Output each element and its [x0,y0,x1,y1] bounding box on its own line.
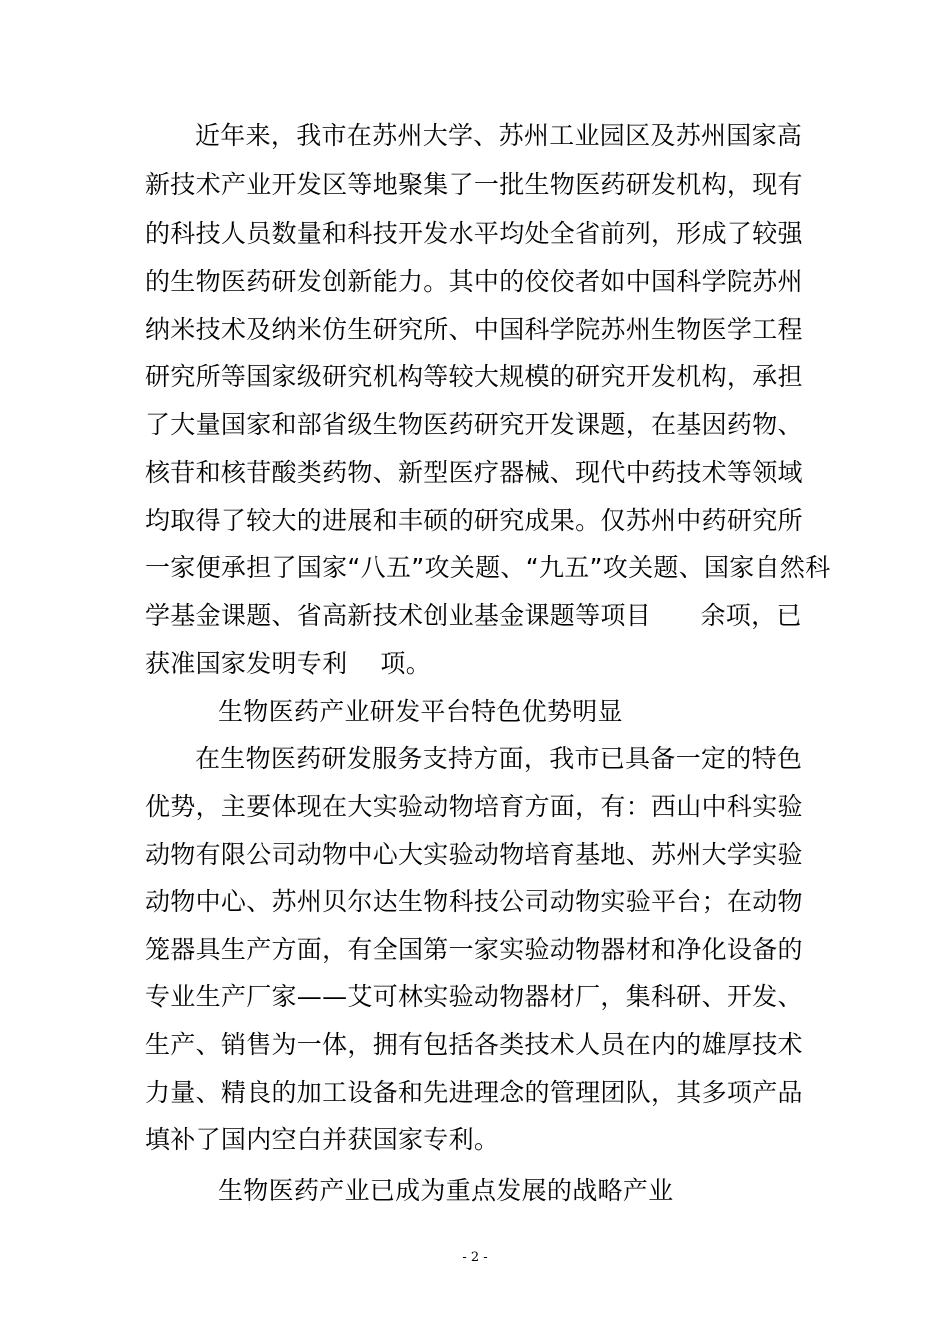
paragraph-line: 力量、精良的加工设备和先进理念的管理团队，其多项产品 [145,1078,803,1107]
paragraph-line: 优势，主要体现在大实验动物培育方面，有：西山中科实验 [145,792,803,821]
page-number: - 2 - [462,1250,488,1265]
paragraph-line: 均取得了较大的进展和丰硕的研究成果。仅苏州中药研究所 [145,506,803,535]
paragraph-line: 动物中心、苏州贝尔达生物科技公司动物实验平台；在动物 [145,887,803,916]
paragraph-line: 在生物医药研发服务支持方面，我市已具备一定的特色 [195,744,803,773]
paragraph-line: 专业生产厂家——艾可林实验动物器材厂，集科研、开发、 [145,982,803,1011]
paragraph-line: 了大量国家和部省级生物医药研究开发课题，在基因药物、 [145,410,803,439]
section-heading: 生物医药产业研发平台特色优势明显 [218,697,623,726]
section-heading: 生物医药产业已成为重点发展的战略产业 [218,1176,674,1205]
paragraph-line: 的科技人员数量和科技开发水平均处全省前列，形成了较强 [145,219,803,248]
paragraph-line: 动物有限公司动物中心大实验动物培育基地、苏州大学实验 [145,840,803,869]
paragraph-line: 生产、销售为一体，拥有包括各类技术人员在内的雄厚技术 [145,1030,803,1059]
paragraph-line: 新技术产业开发区等地聚集了一批生物医药研发机构，现有 [145,170,803,199]
paragraph-line: 一家便承担了国家“八五”攻关题、“九五”攻关题、国家自然科 [145,553,831,582]
paragraph-line: 近年来，我市在苏州大学、苏州工业园区及苏州国家高 [195,121,803,150]
paragraph-line: 研究所等国家级研究机构等较大规模的研究开发机构，承担 [145,362,803,391]
paragraph-line: 填补了国内空白并获国家专利。 [145,1125,500,1154]
paragraph-line: 笼器具生产方面，有全国第一家实验动物器材和净化设备的 [145,935,803,964]
paragraph-line: 核苷和核苷酸类药物、新型医疗器械、现代中药技术等领域 [145,458,803,487]
paragraph-line: 纳米技术及纳米仿生研究所、中国科学院苏州生物医学工程 [145,315,803,344]
paragraph-line: 学基金课题、省高新技术创业基金课题等项目 余项，已 [145,601,802,630]
paragraph-line: 的生物医药研发创新能力。其中的佼佼者如中国科学院苏州 [145,267,803,296]
paragraph-line: 获准国家发明专利 项。 [145,649,431,678]
